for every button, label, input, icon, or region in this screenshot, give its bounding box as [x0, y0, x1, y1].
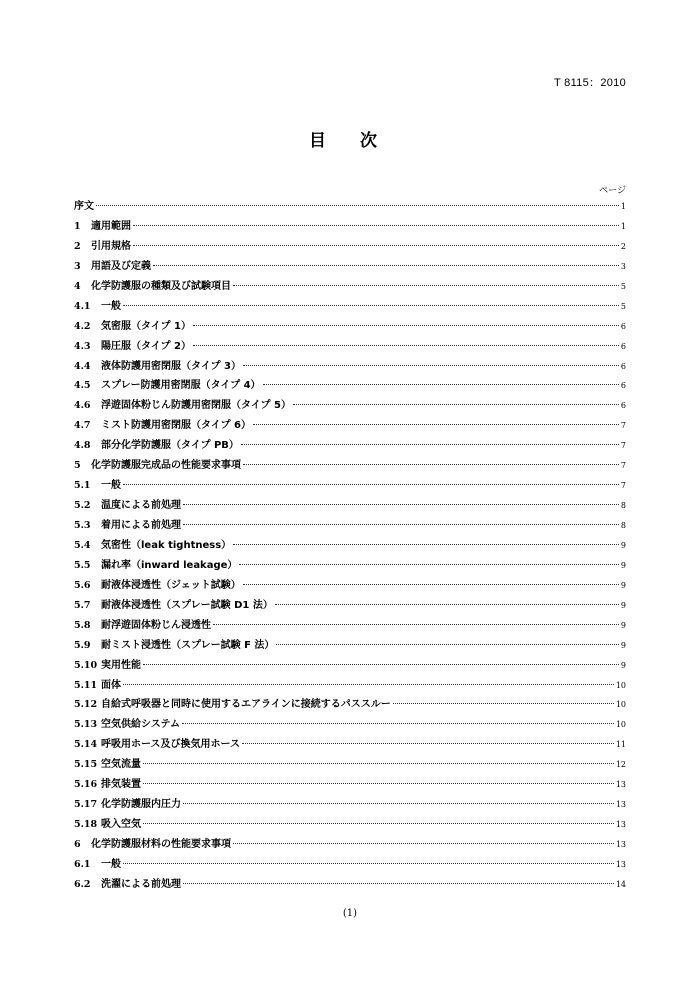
- dot-leader: [393, 703, 614, 704]
- dot-leader: [153, 265, 619, 266]
- toc-entry-number: 2: [74, 240, 81, 252]
- toc-entry: [74, 436, 626, 456]
- toc-entry: [74, 676, 626, 696]
- toc-entry-number: 5.6: [74, 579, 91, 591]
- toc-entry-title: 耐液体浸透性（スプレー試験 D1 法）: [101, 599, 273, 611]
- toc-entry-title: 吸入空気: [101, 819, 141, 831]
- toc-entry-title: 浮遊固体粉じん防護用密閉服（タイプ 5）: [101, 400, 291, 412]
- toc-entry-number: 5.4: [74, 539, 91, 551]
- dot-leader: [133, 225, 619, 226]
- toc-entry-page: 3: [620, 261, 626, 271]
- dot-leader: [293, 404, 619, 405]
- toc-entry: [74, 396, 626, 416]
- page-number: (1): [342, 908, 358, 919]
- toc-entry: [74, 636, 626, 656]
- toc-entry-number: 5.18: [74, 819, 98, 831]
- dot-leader: [243, 584, 619, 585]
- toc-entry-page: 13: [615, 800, 626, 810]
- dot-leader: [182, 723, 614, 724]
- toc-entry: [74, 536, 626, 556]
- toc-entry-page: 1: [620, 221, 626, 231]
- toc-entry-page: 10: [615, 680, 626, 690]
- toc-entry: [74, 735, 626, 755]
- toc-entry-title: 用語及び定義: [91, 260, 151, 272]
- standard-code: T 8115：2010: [553, 77, 626, 89]
- dot-leader: [276, 644, 619, 645]
- toc-entry-number: 5.14: [74, 739, 98, 751]
- toc-entry-page: 13: [615, 780, 626, 790]
- toc-entry: [74, 476, 626, 496]
- toc-entry-page: 7: [620, 441, 626, 451]
- toc-entry: [74, 835, 626, 855]
- toc-entry-title: 温度による前処理: [101, 500, 181, 512]
- toc-entry-number: 5.15: [74, 759, 98, 771]
- toc-entry-number: 5.13: [74, 719, 98, 731]
- toc-entry-page: 10: [615, 700, 626, 710]
- toc-entry: [74, 875, 626, 895]
- toc-entry-number: 4.5: [74, 380, 91, 392]
- toc-entry-title: 着用による前処理: [101, 520, 181, 531]
- toc-entry-number: 5.3: [74, 520, 91, 531]
- toc-entry-title: 洗濯による前処理: [101, 878, 181, 890]
- toc-entry-title: 耐液体浸透性（ジェット試験）: [101, 579, 241, 591]
- toc-entry-title: スプレー防護用密閉服（タイプ 4）: [101, 380, 261, 392]
- dot-leader: [193, 345, 619, 346]
- toc-entry-number: 5.7: [74, 599, 91, 611]
- dot-leader: [183, 883, 614, 884]
- toc-entry-page: 6: [620, 381, 626, 391]
- toc-entry: [74, 516, 626, 536]
- dot-leader: [241, 444, 619, 445]
- toc-entry-title: 耐ミスト浸透性（スプレー試験 F 法）: [101, 639, 275, 651]
- dot-leader: [243, 365, 619, 366]
- toc-entry-title: 一般: [101, 480, 121, 492]
- toc-entry-title: 漏れ率（inward leakage）: [101, 559, 238, 571]
- toc-entry-title: 気密性（leak tightness）: [101, 539, 232, 551]
- toc-entry-page: 7: [620, 461, 626, 471]
- toc-entry-title: 化学防護服の種類及び試験項目: [91, 280, 231, 292]
- toc-entry-page: 6: [620, 401, 626, 411]
- toc-entry: [74, 297, 626, 317]
- toc-entry-title: 自給式呼吸器と同時に使用するエアラインに接続するパススルー: [101, 699, 391, 711]
- toc-entry-number: 5.5: [74, 559, 91, 571]
- page-column-label: ページ: [599, 186, 626, 196]
- toc-entry-number: 5.9: [74, 639, 91, 651]
- toc-entry-title: 化学防護服完成品の性能要求事項: [91, 460, 241, 472]
- toc-entry-number: 6.1: [74, 858, 91, 870]
- toc-entry-title: 気密服（タイプ 1）: [101, 320, 191, 332]
- toc-entry-page: 9: [620, 540, 626, 550]
- dot-leader: [193, 325, 619, 326]
- toc-entry: [74, 616, 626, 636]
- toc-entry-title: 空気流量: [101, 759, 141, 771]
- toc-entry-number: 4.8: [74, 440, 91, 452]
- dot-leader: [233, 843, 614, 844]
- toc-entry-page: 13: [615, 859, 626, 869]
- toc-entry-page: 13: [615, 820, 626, 830]
- toc-entry-number: 3: [74, 260, 81, 272]
- toc-entry-page: 5: [620, 301, 626, 311]
- toc-entry-number: 5.17: [74, 799, 98, 811]
- toc-entry: [74, 277, 626, 297]
- toc-entry-page: 9: [620, 580, 626, 590]
- dot-leader: [143, 783, 614, 784]
- dot-leader: [183, 524, 619, 525]
- toc-entry: [74, 357, 626, 377]
- toc-entry-number: 5.12: [74, 699, 98, 711]
- toc-entry-page: 11: [615, 740, 626, 750]
- toc-entry-number: 4.3: [74, 340, 91, 352]
- toc-entry-number: 5.8: [74, 619, 91, 631]
- toc-entry-number: 5.16: [74, 779, 98, 791]
- toc-entry-title: 化学防護服内圧力: [101, 799, 181, 811]
- toc-entry-page: 9: [620, 660, 626, 670]
- toc-entry-page: 8: [620, 501, 626, 511]
- toc-entry-title: 液体防護用密閉服（タイプ 3）: [101, 360, 241, 372]
- toc-entry: [74, 775, 626, 795]
- dot-leader: [275, 604, 619, 605]
- toc-entry-page: 13: [615, 840, 626, 849]
- toc-entry: [74, 576, 626, 596]
- toc-entry-number: 4: [74, 280, 81, 292]
- toc-entry: [74, 715, 626, 735]
- dot-leader: [263, 384, 619, 385]
- toc-entry-page: 7: [620, 481, 626, 491]
- toc-entry: [74, 755, 626, 775]
- dot-leader: [233, 544, 619, 545]
- dot-leader: [96, 205, 619, 206]
- dot-leader: [123, 684, 614, 685]
- toc-entry: [74, 556, 626, 576]
- toc-entry: [74, 376, 626, 396]
- dot-leader: [233, 285, 619, 286]
- toc-entry-page: 6: [620, 361, 626, 371]
- dot-leader: [123, 484, 619, 485]
- dot-leader: [143, 763, 614, 764]
- toc-entry-title: 序文: [74, 201, 94, 212]
- dot-leader: [123, 863, 614, 864]
- toc-entry-title: 実用性能: [101, 659, 141, 671]
- toc-entry-page: 14: [615, 879, 626, 889]
- toc-entry-number: 6.2: [74, 878, 91, 890]
- toc-entry-title: 部分化学防護服（タイプ PB）: [101, 440, 239, 452]
- toc-entry-title: 排気装置: [101, 779, 141, 791]
- toc-entry-page: 9: [620, 640, 626, 650]
- toc-entry-number: 5.2: [74, 500, 91, 512]
- toc-entry-page: 6: [620, 341, 626, 351]
- toc-entry-page: 5: [620, 281, 626, 291]
- toc-entry-page: 1: [620, 202, 626, 211]
- dot-leader: [183, 803, 614, 804]
- toc-entry-title: 空気供給システム: [101, 719, 180, 731]
- toc-entry-number: 4.6: [74, 400, 91, 412]
- dot-leader: [243, 464, 619, 465]
- toc-entry: [74, 337, 626, 357]
- dot-leader: [143, 664, 619, 665]
- toc-entry-title: 呼吸用ホース及び換気用ホース: [101, 739, 240, 751]
- toc-entry: [74, 456, 626, 476]
- toc-entry: [74, 596, 626, 616]
- page-title: 目 次: [309, 131, 391, 151]
- toc-entry-page: 9: [620, 560, 626, 570]
- toc-entry-title: ミスト防護用密閉服（タイプ 6）: [101, 420, 251, 432]
- toc-entry-title: 面体: [101, 679, 121, 691]
- toc-entry-page: 9: [620, 600, 626, 610]
- dot-leader: [242, 743, 614, 744]
- toc-entry-page: 10: [615, 720, 626, 730]
- toc-entry-title: 陽圧服（タイプ 2）: [101, 340, 191, 352]
- toc-entry-title: 一般: [101, 300, 121, 312]
- table-of-contents: [74, 197, 626, 895]
- toc-entry-number: 4.2: [74, 320, 91, 332]
- dot-leader: [253, 424, 619, 425]
- dot-leader: [213, 624, 619, 625]
- toc-entry-page: 9: [620, 620, 626, 630]
- toc-entry-title: 化学防護服材料の性能要求事項: [91, 839, 231, 850]
- toc-entry: [74, 197, 626, 217]
- toc-entry: [74, 855, 626, 875]
- toc-entry-number: 4.1: [74, 300, 91, 312]
- dot-leader: [239, 564, 619, 565]
- toc-entry-number: 4.7: [74, 420, 91, 432]
- toc-entry-title: 一般: [101, 858, 121, 870]
- toc-entry-title: 耐浮遊固体粉じん浸透性: [101, 619, 211, 631]
- toc-entry: [74, 217, 626, 237]
- toc-entry: [74, 257, 626, 277]
- toc-entry-number: 5.10: [74, 659, 98, 671]
- toc-entry-title: 引用規格: [91, 240, 131, 252]
- toc-entry-page: 8: [620, 521, 626, 530]
- dot-leader: [143, 823, 614, 824]
- toc-entry-number: 5.11: [74, 679, 98, 691]
- toc-entry-number: 5.1: [74, 480, 91, 492]
- toc-entry-number: 1: [74, 220, 81, 232]
- toc-entry: [74, 416, 626, 436]
- toc-entry-page: 12: [615, 760, 626, 770]
- dot-leader: [133, 245, 619, 246]
- dot-leader: [183, 504, 619, 505]
- toc-entry: [74, 695, 626, 715]
- toc-entry: [74, 317, 626, 337]
- toc-entry-number: 4.4: [74, 360, 91, 372]
- toc-entry-page: 2: [620, 241, 626, 251]
- toc-entry-title: 適用範囲: [91, 220, 131, 232]
- toc-entry-page: 7: [620, 421, 626, 431]
- toc-entry: [74, 656, 626, 676]
- toc-entry-number: 5: [74, 460, 81, 472]
- toc-entry: [74, 237, 626, 257]
- toc-entry-number: 6: [74, 839, 81, 850]
- toc-entry-page: 6: [620, 321, 626, 331]
- toc-entry: [74, 815, 626, 835]
- dot-leader: [123, 305, 619, 306]
- toc-entry: [74, 795, 626, 815]
- toc-entry: [74, 496, 626, 516]
